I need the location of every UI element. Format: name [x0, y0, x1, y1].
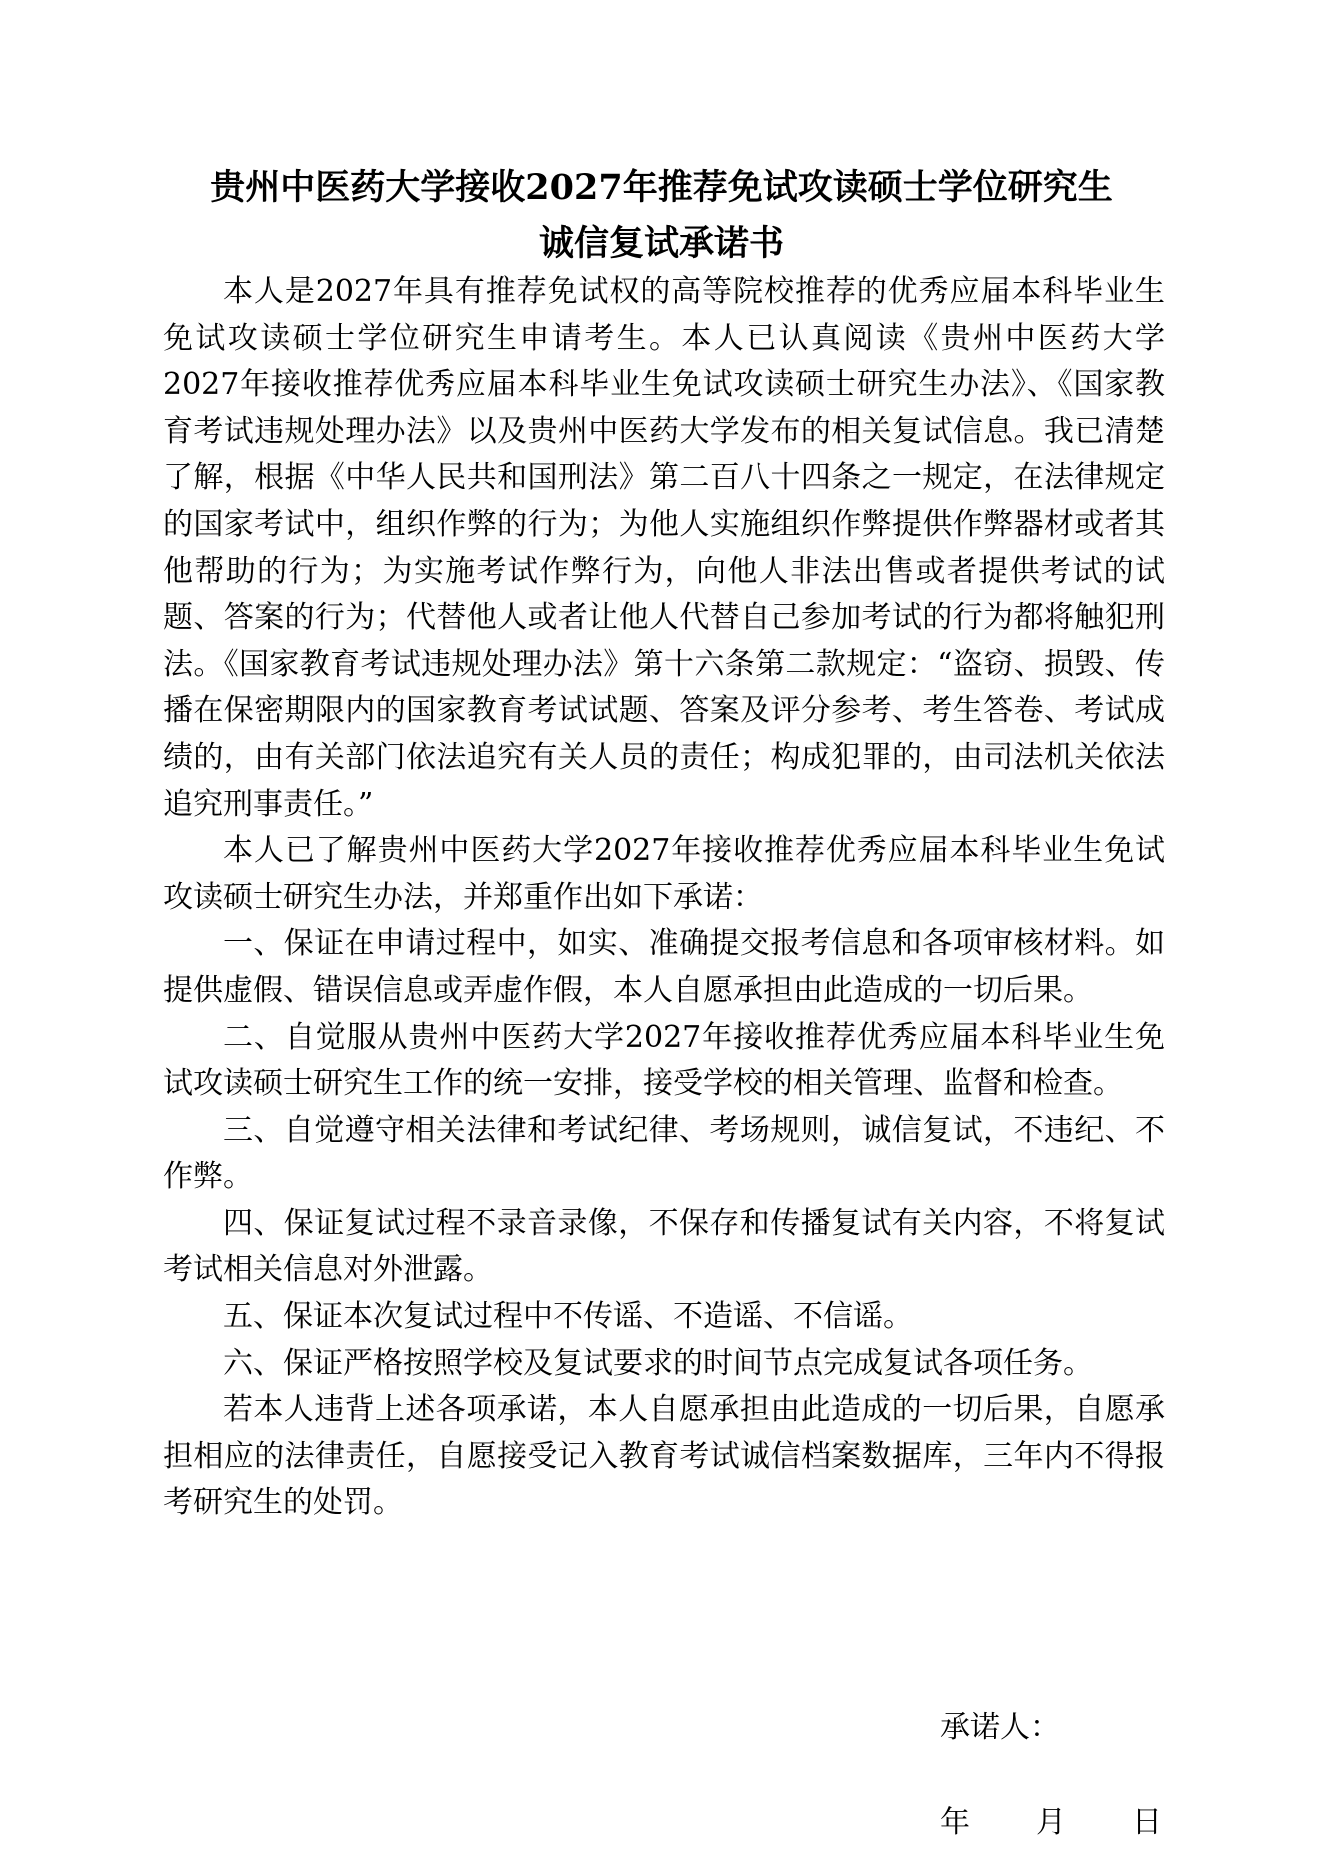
date-year-label: 年 [940, 1805, 970, 1840]
title-line-2: 诚信复试承诺书 [538, 223, 784, 264]
paragraph-intro: 本人是2027年具有推荐免试权的高等院校推荐的优秀应届本科毕业生免试攻读硕士学位研究生申请考生。本人已认真阅读《贵州中医药大学2027年接收推荐优秀应届本科毕业生免试攻读硕士研究生办法》、《国家教育考试违规处理办法》以及贵州中医药大学发布的相关复试信息。我已清楚了解，根据《中华人民共和国刑法》第二百八十四条之一规定，在法律规定的国家考试中，组织作弊的行为；为他人实施组织作弊提供作弊器材或者其他帮助的行为；为实施考试作弊行为，向他人非法出售或者提供考试的试题、答案的行为；代替他人或者让他人代替自己参加考试的行为都将触犯刑法。《国家教育考试违规处理办法》第十六条第二款规定：“盗窃、损毁、传播在保密期限内的国家教育考试试题、答案及评分参考、考生答卷、考试成绩的，由有关部门依法追究有关人员的责任；构成犯罪的，由司法机关依法追究刑事责任。” [163, 274, 1165, 822]
title-line-1: 贵州中医药大学接收2027年推荐免试攻读硕士学位研究生 [210, 167, 1113, 208]
paragraph-pledge-3: 三、自觉遵守相关法律和考试纪律、考场规则，诚信复试，不违纪、不作弊。 [163, 1112, 1165, 1195]
paragraph-pledge-intro: 本人已了解贵州中医药大学2027年接收推荐优秀应届本科毕业生免试攻读硕士研究生办法，并郑重作出如下承诺： [163, 833, 1165, 915]
paragraph-pledge-2: 二、自觉服从贵州中医药大学2027年接收推荐优秀应届本科毕业生免试攻读硕士研究生工作的统一安排，接受学校的相关管理、监督和检查。 [163, 1019, 1165, 1102]
date-month-label: 月 [1036, 1805, 1066, 1840]
paragraph-pledge-6: 六、保证严格按照学校及复试要求的时间节点完成复试各项任务。 [223, 1345, 1093, 1381]
paragraph-closing: 若本人违背上述各项承诺，本人自愿承担由此造成的一切后果，自愿承担相应的法律责任，自愿接受记入教育考试诚信档案数据库，三年内不得报考研究生的处罚。 [163, 1392, 1165, 1521]
paragraph-pledge-4: 四、保证复试过程不录音录像，不保存和传播复试有关内容，不将复试考试相关信息对外泄露。 [163, 1205, 1165, 1288]
date-line [940, 1803, 1162, 1843]
document-body [163, 269, 1165, 1527]
paragraph-pledge-1: 一、保证在申请过程中，如实、准确提交报考信息和各项审核材料。如提供虚假、错误信息或弄虚作假，本人自愿承担由此造成的一切后果。 [163, 926, 1165, 1008]
paragraph-pledge-5: 五、保证本次复试过程中不传谣、不造谣、不信谣。 [223, 1299, 913, 1335]
signature-label: 承诺人： [940, 1710, 1060, 1745]
date-day-label: 日 [1132, 1805, 1162, 1840]
document-title [140, 160, 1183, 272]
